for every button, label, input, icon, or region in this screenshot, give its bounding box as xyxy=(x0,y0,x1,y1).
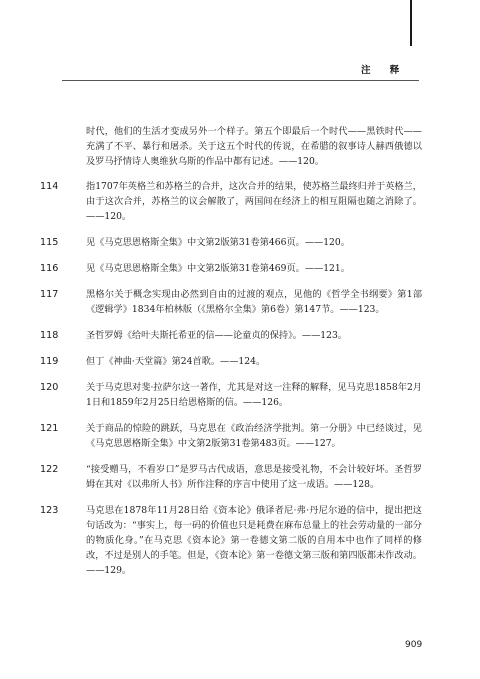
note-item xyxy=(40,380,422,410)
continuation-paragraph: 时代，他们的生活才变成另外一个样子。第五个即最后一个时代——黑铁时代——充满了不平、暴行和屠杀。关于这五个时代的传说，在希腊的叙事诗人赫西俄德以及罗马抒情诗人奥维狄乌斯的作品中都有记述。——120。 xyxy=(86,126,422,167)
note-number: 114 xyxy=(40,181,59,192)
note-text: 马克思在1878年11月28日给《资本论》俄译者尼·弗·丹尼尔逊的信中，提出把这句话改为：“事实上，每一码的价值也只是耗费在麻布总量上的社会劳动量的一部分的物质化身。”在马克思《资本论》第一卷德文第二版的自用本中也作了同样的修改，不过是别人的手笔。但是，《资本论》第一卷德文第三版和第四版都未作改动。——129。 xyxy=(86,505,422,576)
note-number: 123 xyxy=(40,505,59,516)
note-number: 118 xyxy=(40,330,59,341)
note-item xyxy=(40,503,422,578)
header-rule xyxy=(62,80,419,81)
note-text: 见《马克思恩格斯全集》中文第2版第31卷第466页。——120。 xyxy=(86,237,350,248)
note-number: 121 xyxy=(40,423,59,434)
note-item xyxy=(40,179,422,224)
note-item xyxy=(40,462,422,492)
note-number: 122 xyxy=(40,464,59,475)
note-item xyxy=(40,328,422,343)
notes-body xyxy=(40,124,422,589)
note-text: 关于商品的惊险的跳跃，马克思在《政治经济学批判。第一分册》中已经谈过，见《马克思恩格斯全集》中文第2版第31卷第483页。——127。 xyxy=(86,423,422,449)
page-number: 909 xyxy=(405,640,423,650)
note-text: 圣哲罗姆《给叶夫斯托希亚的信——论童贞的保持》。——123。 xyxy=(86,330,347,341)
note-number: 115 xyxy=(40,237,59,248)
note-text: 指1707年英格兰和苏格兰的合并，这次合并的结果，使苏格兰最终归并于英格兰，由于这次合并，苏格兰的议会解散了，两国间在经济上的相互阻隔也随之消除了。——120。 xyxy=(86,181,422,222)
note-number: 117 xyxy=(40,289,59,300)
note-number: 116 xyxy=(40,263,59,274)
note-text: 关于马克思对斐·拉萨尔这一著作，尤其是对这一注释的解释，见马克思1858年2月1日和1859年2月25日给恩格斯的信。——126。 xyxy=(86,382,422,408)
note-text: 见《马克思恩格斯全集》中文第2版第31卷第469页。——121。 xyxy=(86,263,350,274)
note-item xyxy=(40,287,422,317)
note-item xyxy=(40,261,422,276)
note-text: 黑格尔关于概念实现由必然到自由的过渡的观点，见他的《哲学全书纲要》第1部《逻辑学》1834年柏林版（《黑格尔全集》第6卷）第147节。——123。 xyxy=(86,289,422,315)
note-number: 119 xyxy=(40,356,59,367)
note-text: 但丁《神曲·天堂篇》第24首歌。——124。 xyxy=(86,356,266,367)
top-vertical-rule xyxy=(410,0,412,46)
note-item xyxy=(40,421,422,451)
note-item xyxy=(40,354,422,369)
page-header: 注 释 xyxy=(361,65,408,76)
note-text: “接受赠马，不看岁口”是罗马古代成语，意思是接受礼物，不会计较好坏。圣哲罗姆在其对《以弗所人书》所作注释的序言中使用了这一成语。——128。 xyxy=(86,464,422,490)
note-item xyxy=(40,235,422,250)
note-number: 120 xyxy=(40,382,59,393)
